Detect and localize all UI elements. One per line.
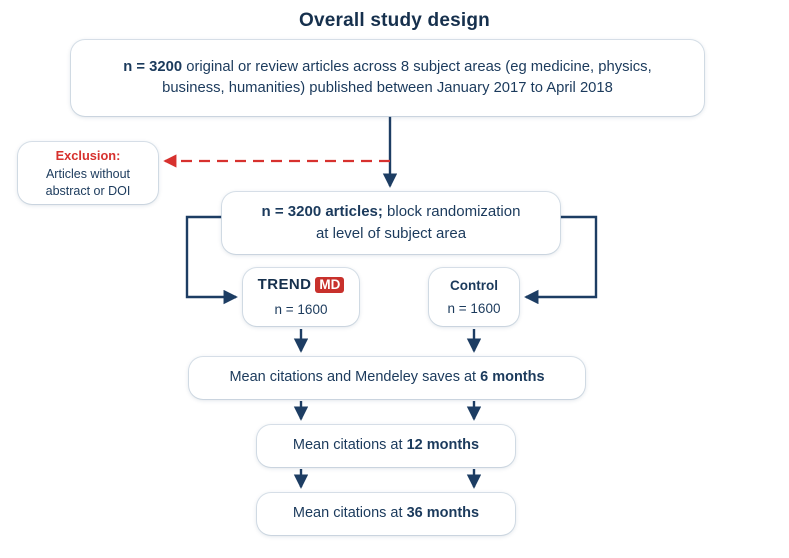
cohort-body-line2: business, humanities) published between January 2017 to April 2018 (162, 80, 613, 96)
node-outcome-36-months (257, 493, 515, 535)
trendmd-logo (258, 274, 345, 296)
outcome-12mo-prefix: Mean citations at (292, 437, 407, 454)
exclusion-line2: abstract or DOI (45, 183, 131, 198)
control-n-value: n = 1600 (447, 300, 501, 316)
diagram-title: Overall study design (299, 10, 490, 31)
exclusion-line1: Articles without (45, 166, 131, 181)
cohort-body-line1: original or review articles across 8 subject areas (eg medicine, physics, (182, 58, 652, 75)
node-outcome-12-months (257, 425, 515, 467)
trendmd-logo-word: TREND (257, 276, 312, 294)
outcome-36mo-prefix: Mean citations at (292, 505, 407, 522)
randomization-n-value: n = 3200 articles; (261, 203, 383, 221)
node-randomization (222, 192, 560, 254)
outcome-6mo-prefix: Mean citations and Mendeley saves at (229, 369, 481, 386)
outcome-6mo-emphasis: 6 months (480, 369, 545, 386)
trendmd-n-value: n = 1600 (274, 302, 328, 318)
cohort-n-value: n = 3200 (123, 58, 183, 75)
node-cohort (71, 40, 704, 116)
randomization-line1-rest: block randomization (382, 203, 521, 221)
trendmd-logo-badge: MD (315, 277, 344, 294)
outcome-12mo-emphasis: 12 months (406, 437, 480, 454)
exclusion-heading: Exclusion: (55, 147, 121, 163)
randomization-line2: at level of subject area (315, 225, 467, 242)
node-exclusion (18, 142, 158, 204)
node-trendmd-arm (243, 268, 359, 326)
outcome-36mo-emphasis: 36 months (406, 505, 480, 522)
node-outcome-6-months (189, 357, 585, 399)
control-label: Control (450, 277, 498, 293)
node-control-arm (429, 268, 519, 326)
